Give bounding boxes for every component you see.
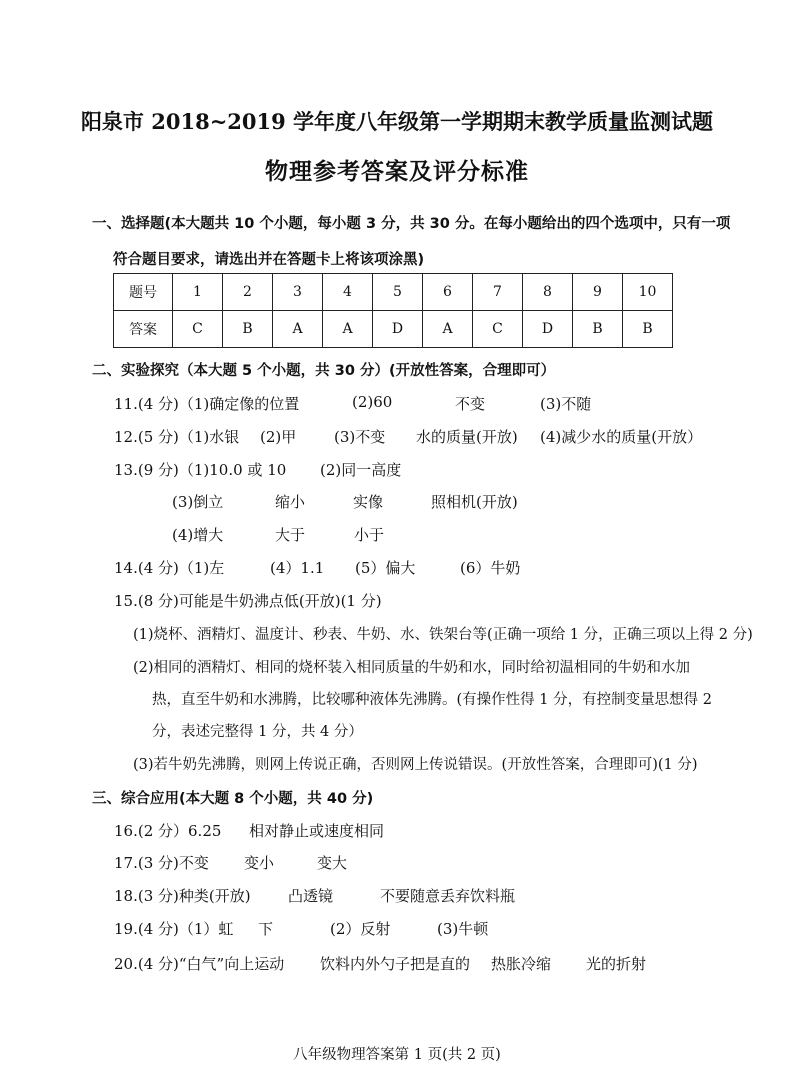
answer-key-title: 物理参考答案及评分标准 — [265, 158, 529, 185]
q15-sub2-line1: (2)相同的酒精灯、相同的烧杯装入相同质量的牛奶和水，同时给初温相同的牛奶和水加 — [133, 660, 691, 676]
q17-part1: 17.(3 分)不变 — [114, 854, 209, 872]
q11-part3: 不变 — [455, 395, 486, 413]
q12-part2: (2)甲 — [260, 428, 297, 446]
section1-heading-line2: 符合题目要求，请选出并在答题卡上将该项涂黑) — [113, 252, 425, 268]
q20-part4: 光的折射 — [586, 955, 647, 973]
q18-part2: 凸透镜 — [288, 887, 334, 905]
table-row-numbers — [114, 274, 673, 311]
q13-part7: (4)增大 — [172, 526, 224, 544]
q13-part1: 13.(9 分)（1)10.0 或 10 — [114, 461, 287, 479]
page-footer: 八年级物理答案第 1 页(共 2 页) — [293, 1047, 501, 1063]
q11-part2: (2)60 — [352, 393, 393, 411]
table-cell-answer: A — [423, 311, 473, 348]
table-cell-answer: A — [323, 311, 373, 348]
table-cell-number: 7 — [473, 274, 523, 311]
table-cell-answer: B — [223, 311, 273, 348]
q18-part1: 18.(3 分)种类(开放) — [114, 887, 251, 905]
table-cell-answer: B — [623, 311, 673, 348]
table-row-answers — [114, 311, 673, 348]
q15-sub2-line2: 热，直至牛奶和水沸腾，比较哪种液体先沸腾。(有操作性得 1 分，有控制变量思想得 2 — [152, 692, 712, 708]
table-cell-answer: C — [473, 311, 523, 348]
table-cell-answer: A — [273, 311, 323, 348]
answer-table — [113, 273, 673, 348]
q13-part9: 小于 — [354, 526, 385, 544]
q13-part6: 照相机(开放) — [431, 493, 518, 511]
table-cell-number: 3 — [273, 274, 323, 311]
table-cell-number: 6 — [423, 274, 473, 311]
q20-part2: 饮料内外勺子把是直的 — [320, 955, 471, 973]
q13-part3: (3)倒立 — [172, 493, 224, 511]
table-cell-number: 9 — [573, 274, 623, 311]
q13-part5: 实像 — [353, 493, 384, 511]
table-cell-number: 10 — [623, 274, 673, 311]
q19-part4: (3)牛顿 — [437, 920, 489, 938]
table-cell-number: 1 — [173, 274, 223, 311]
q16-part1: 16.(2 分）6.25 — [114, 822, 222, 840]
table-cell-answer: D — [373, 311, 423, 348]
table-header-answer: 答案 — [114, 311, 173, 348]
table-header-question: 题号 — [114, 274, 173, 311]
section3-heading: 三、综合应用(本大题 8 个小题，共 40 分) — [92, 791, 374, 807]
q17-part3: 变大 — [317, 854, 348, 872]
q11-part1: 11.(4 分)（1)确定像的位置 — [114, 395, 300, 413]
table-cell-answer: B — [573, 311, 623, 348]
q17-part2: 变小 — [244, 854, 275, 872]
q16-part2: 相对静止或速度相同 — [249, 822, 385, 840]
table-cell-answer: C — [173, 311, 223, 348]
q12-part5: (4)减少水的质量(开放） — [540, 428, 703, 446]
section1-heading-line1: 一、选择题(本大题共 10 个小题，每小题 3 分，共 30 分。在每小题给出的四个选项中，只有一项 — [92, 216, 731, 232]
q20-part1: 20.(4 分)“白气”向上运动 — [114, 955, 285, 973]
q19-part2: 下 — [258, 920, 274, 938]
table-cell-number: 4 — [323, 274, 373, 311]
q11-part4: (3)不随 — [540, 395, 592, 413]
table-cell-number: 5 — [373, 274, 423, 311]
q15-sub3: (3)若牛奶先沸腾，则网上传说正确，否则网上传说错误。(开放性答案，合理即可)(1 分) — [133, 757, 698, 773]
q15-sub2-line3: 分，表述完整得 1 分，共 4 分） — [152, 724, 363, 740]
q15-sub1: (1)烧杯、酒精灯、温度计、秒表、牛奶、水、铁架台等(正确一项给 1 分，正确三项以上得 2 分) — [133, 627, 753, 643]
q19-part1: 19.(4 分)（1）虹 — [114, 920, 234, 938]
table-cell-answer: D — [523, 311, 573, 348]
q20-part3: 热胀冷缩 — [491, 955, 552, 973]
table-cell-number: 8 — [523, 274, 573, 311]
q13-part8: 大于 — [275, 526, 306, 544]
section2-heading: 二、实验探究（本大题 5 个小题，共 30 分）(开放性答案，合理即可） — [92, 363, 556, 379]
exam-title: 阳泉市 2018~2019 学年度八年级第一学期期末教学质量监测试题 — [80, 109, 714, 134]
q12-part3: (3)不变 — [334, 428, 386, 446]
q12-part1: 12.(5 分)（1)水银 — [114, 428, 240, 446]
q14-part2: (4）1.1 — [270, 559, 325, 577]
q18-part3: 不要随意丢弃饮料瓶 — [380, 887, 516, 905]
q14-part3: (5）偏大 — [355, 559, 416, 577]
q14-part4: (6）牛奶 — [460, 559, 521, 577]
q19-part3: (2）反射 — [330, 920, 391, 938]
table-cell-number: 2 — [223, 274, 273, 311]
q13-part4: 缩小 — [275, 493, 306, 511]
q14-part1: 14.(4 分)（1)左 — [114, 559, 225, 577]
q13-part2: (2)同一高度 — [320, 461, 402, 479]
q12-part4: 水的质量(开放) — [416, 428, 518, 446]
q15-answer: 15.(8 分)可能是牛奶沸点低(开放)(1 分) — [114, 592, 382, 610]
